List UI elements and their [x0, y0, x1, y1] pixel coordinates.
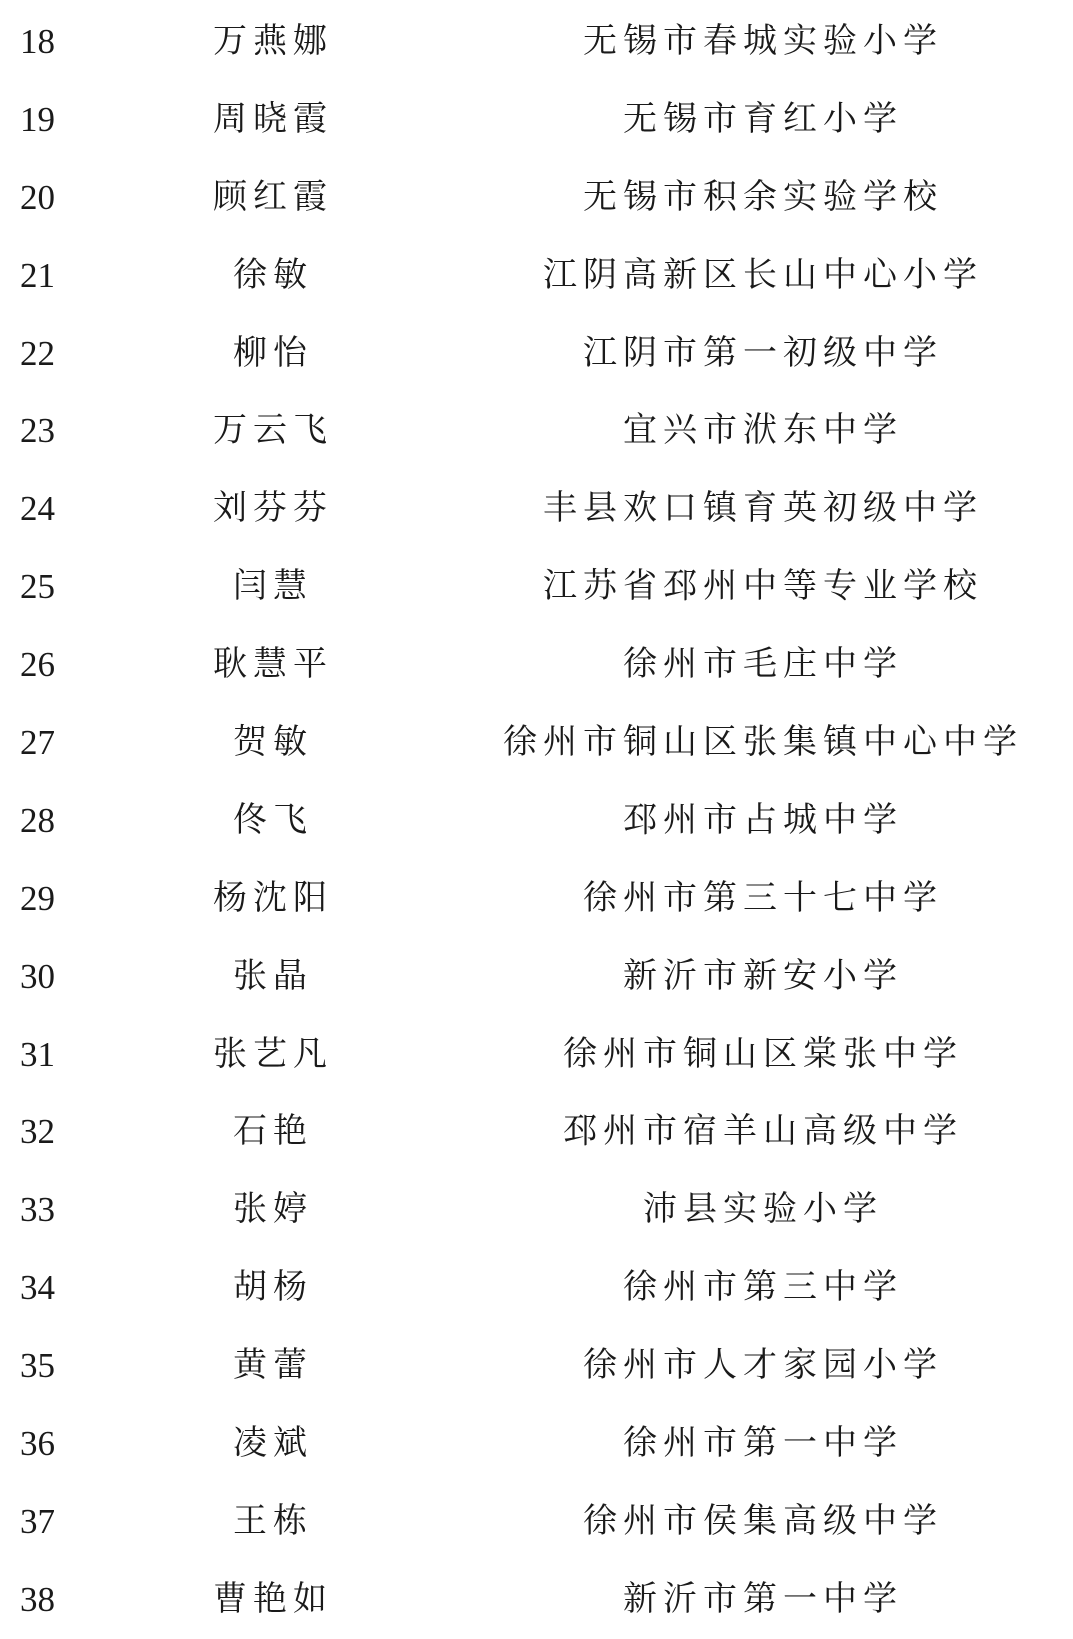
person-name: 张婷: [233, 1189, 313, 1230]
row-number: 35: [20, 1346, 55, 1386]
school-name: 徐州市毛庄中学: [623, 644, 903, 685]
table-row: [0, 938, 1073, 1016]
person-name: 闫慧: [233, 566, 313, 607]
table-row: [0, 3, 1073, 81]
row-number: 36: [20, 1424, 55, 1464]
row-number: 21: [20, 255, 55, 295]
person-name: 万燕娜: [213, 21, 333, 61]
row-number: 34: [20, 1268, 55, 1308]
person-name: 杨沈阳: [213, 877, 333, 918]
school-name: 徐州市侯集高级中学: [583, 1500, 943, 1541]
table-row: [0, 1249, 1073, 1327]
table-row: [0, 159, 1073, 237]
school-name: 新沂市新安小学: [623, 955, 903, 996]
table-row: [0, 1327, 1073, 1405]
table-row: [0, 1016, 1073, 1094]
person-name: 贺敏: [233, 722, 313, 763]
school-name: 徐州市第一中学: [623, 1423, 903, 1464]
person-name: 刘芬芬: [213, 488, 333, 529]
person-name: 张晶: [233, 955, 313, 996]
person-name: 凌斌: [233, 1423, 313, 1464]
table-row: [0, 1093, 1073, 1171]
table-row: [0, 626, 1073, 704]
school-name: 无锡市积余实验学校: [583, 176, 943, 217]
row-number: 28: [20, 800, 55, 840]
person-name: 柳怡: [233, 332, 313, 373]
row-number: 18: [20, 22, 55, 61]
person-name: 曹艳如: [213, 1578, 333, 1619]
table-row: [0, 782, 1073, 860]
row-number: 19: [20, 99, 55, 139]
row-number: 24: [20, 489, 55, 529]
school-name: 邳州市宿羊山高级中学: [563, 1111, 963, 1152]
school-name: 徐州市第三中学: [623, 1267, 903, 1308]
table-row: [0, 392, 1073, 470]
row-number: 30: [20, 956, 55, 996]
person-name: 王栋: [233, 1500, 313, 1541]
person-name: 徐敏: [233, 254, 313, 295]
school-name: 徐州市铜山区棠张中学: [563, 1033, 963, 1074]
school-name: 徐州市铜山区张集镇中心中学: [503, 722, 1023, 763]
row-number: 32: [20, 1112, 55, 1152]
school-name: 徐州市第三十七中学: [583, 877, 943, 918]
table-row: [0, 704, 1073, 782]
person-name: 顾红霞: [213, 176, 333, 217]
person-name: 周晓霞: [213, 98, 333, 139]
school-name: 邳州市占城中学: [623, 799, 903, 840]
roster-table: [0, 3, 1073, 1639]
school-name: 徐州市人才家园小学: [583, 1345, 943, 1386]
row-number: 22: [20, 333, 55, 373]
table-row: [0, 860, 1073, 938]
person-name: 黄蕾: [233, 1345, 313, 1386]
school-name: 沛县实验小学: [643, 1189, 883, 1230]
table-row: [0, 81, 1073, 159]
table-row: [0, 548, 1073, 626]
person-name: 耿慧平: [213, 644, 333, 685]
school-name: 宜兴市洑东中学: [623, 410, 903, 451]
row-number: 31: [20, 1034, 55, 1074]
person-name: 佟飞: [233, 799, 313, 840]
row-number: 37: [20, 1501, 55, 1541]
row-number: 27: [20, 723, 55, 763]
person-name: 胡杨: [233, 1267, 313, 1308]
person-name: 张艺凡: [213, 1033, 333, 1074]
row-number: 38: [20, 1579, 55, 1619]
row-number: 33: [20, 1190, 55, 1230]
table-row: [0, 1405, 1073, 1483]
school-name: 无锡市育红小学: [623, 98, 903, 139]
school-name: 丰县欢口镇育英初级中学: [543, 488, 983, 529]
school-name: 新沂市第一中学: [623, 1578, 903, 1619]
table-row: [0, 1483, 1073, 1561]
row-number: 29: [20, 878, 55, 918]
school-name: 江阴高新区长山中心小学: [543, 254, 983, 295]
row-number: 20: [20, 177, 55, 217]
table-row: [0, 1561, 1073, 1639]
table-row: [0, 1171, 1073, 1249]
school-name: 无锡市春城实验小学: [583, 21, 943, 61]
row-number: 26: [20, 645, 55, 685]
row-number: 25: [20, 567, 55, 607]
table-row: [0, 237, 1073, 315]
row-number: 23: [20, 411, 55, 451]
table-row: [0, 315, 1073, 393]
school-name: 江苏省邳州中等专业学校: [543, 566, 983, 607]
table-row: [0, 470, 1073, 548]
person-name: 石艳: [233, 1111, 313, 1152]
person-name: 万云飞: [213, 410, 333, 451]
school-name: 江阴市第一初级中学: [583, 332, 943, 373]
